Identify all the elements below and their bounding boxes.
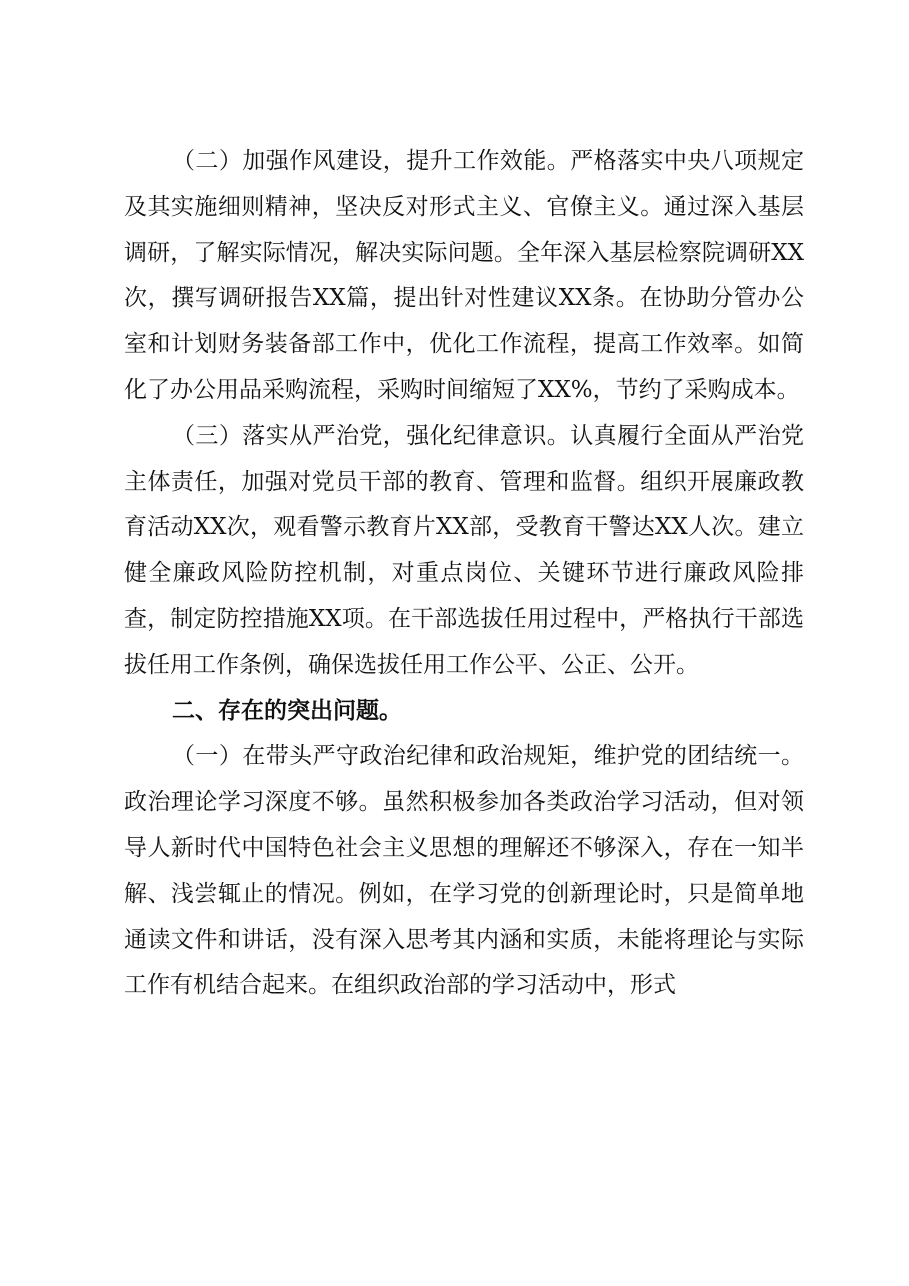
paragraph-political-discipline: （一）在带头严守政治纪律和政治规矩，维护党的团结统一。政治理论学习深度不够。虽然积极参加各类政治学习活动，但对领导人新时代中国特色社会主义思想的理解还不够深入，存在一知半解、浅尝辄止的情况。例如，在学习党的创新理论时，只是简单地通读文件和讲话，没有深入思考其内涵和实质，未能将理论与实际工作有机结合起来。在组织政治部的学习活动中，形式 [124, 743, 804, 999]
paragraph-work-style: （二）加强作风建设，提升工作效能。严格落实中央八项规定及其实施细则精神，坚决反对形式主义、官僚主义。通过深入基层调研，了解实际情况，解决实际问题。全年深入基层检察院调研XX次，撰写调研报告XX篇，提出针对性建议XX条。在协助分管办公室和计划财务装备部工作中，优化工作流程，提高工作效率。如简化了办公用品采购流程，采购时间缩短了XX%，节约了采购成本。 [124, 148, 804, 403]
document-body [124, 139, 804, 1009]
section-heading-problems: 二、存在的突出问题。 [172, 697, 402, 724]
paragraph-party-discipline: （三）落实从严治党，强化纪律意识。认真履行全面从严治党主体责任，加强对党员干部的教育、管理和监督。组织开展廉政教育活动XX次，观看警示教育片XX部，受教育干警达XX人次。建立健全廉政风险防控机制，对重点岗位、关键环节进行廉政风险排查，制定防控措施XX项。在干部选拔任用过程中，严格执行干部选拔任用工作条例，确保选拔任用工作公平、公正、公开。 [124, 422, 804, 678]
